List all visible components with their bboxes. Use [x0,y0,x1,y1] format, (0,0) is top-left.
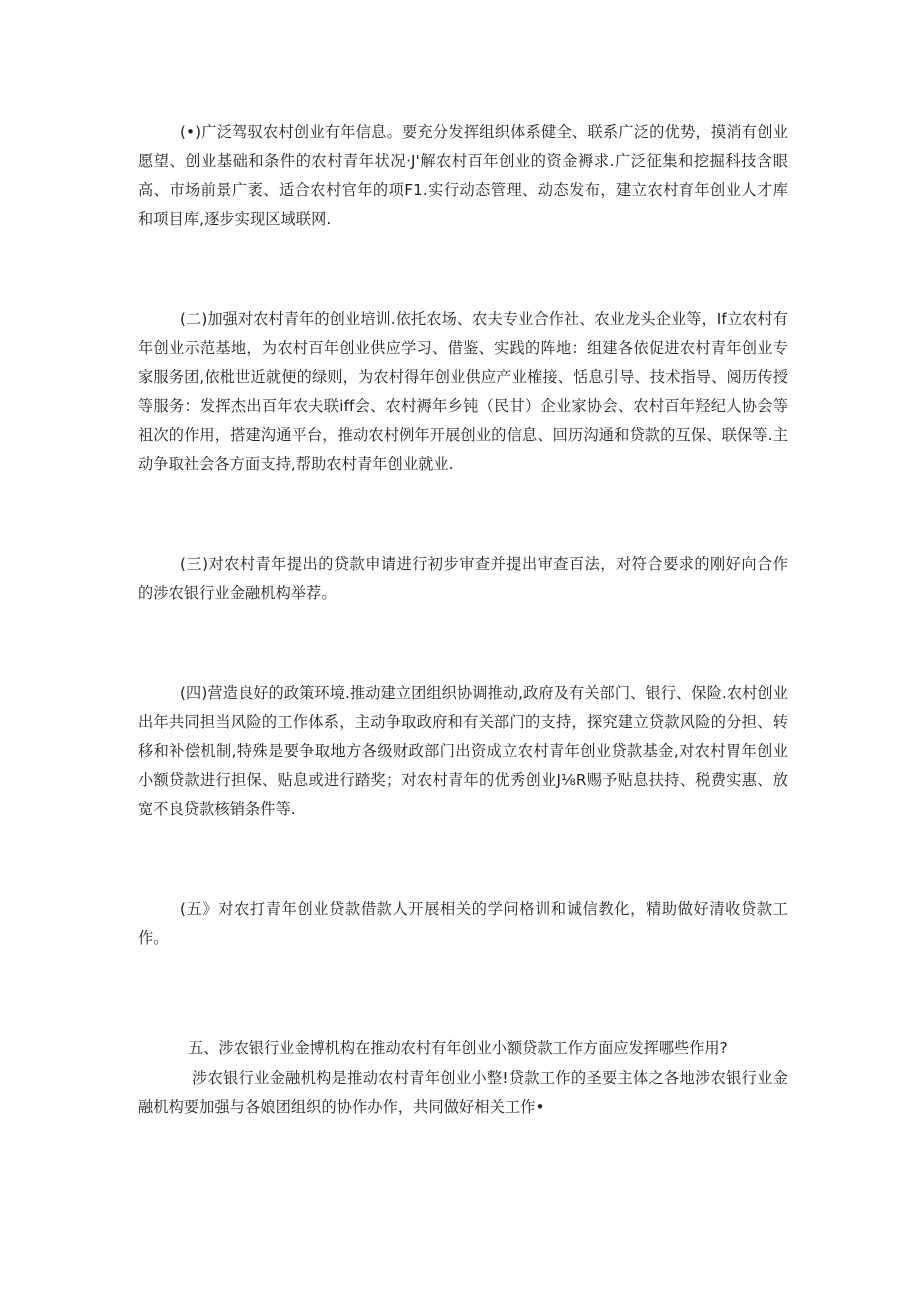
paragraph-2: (二)加强对农村青年的创业培训.依托农场、农夫专业合作社、农业龙头企业等，If立农村有年创业示范基地，为农村百年创业供应学习、借鉴、实践的阵地：组建各依促进农村青年创业专家服务团,依枇世近就便的绿则，为农村得年创业供应产业榷接、恬息引导、技术指导、阅历传授等服务：发挥杰出百年农夫联iff会、农村褥年乡钝（民甘）企业家协会、农村百年羟纪人协会等祖次的作用，搭建沟通平台，推动农村例年开展创业的信息、回历沟通和贷款的互保、联保等.主动争取社会各方面支持,帮助农村青年创业就业. [138,310,788,473]
section-heading: 五、涉农银行业金博机构在推动农村有年创业小额贷款工作方面应发挥哪些作用? [188,1039,728,1057]
paragraph-5: (五》对农打青年创业贷款借款人开展相关的学问格训和诚信教化，精助做好清收贷款工作。 [138,900,788,947]
closing-paragraph: 涉农银行业金融机构是推动农村青年创业小整!贷款工作的圣要主体之各地涉农银行业金融机构要加强与各娘团组织的协作办作，共同做好相关工作• [138,1069,788,1116]
paragraph-3: (三)对农村青年提出的贷款申请进行初步审查并提出审查百法，对符合要求的刚好向合作的涉农银行业金融机构举荐。 [138,555,788,602]
paragraph-1: (•)广泛驾驭农村创业有年信息。要充分发挥组织体系健全、联系广泛的优势，摸消有创业愿望、创业基础和条件的农村青年状况·J'解农村百年创业的资金褥求.广泛征集和挖掘科技含眼高、市场前景广袤、适合农村官年的项F1.实行动态管理、动态发布，建立农村育年创业人才库和项目库,逐步实现区域联网. [138,123,788,228]
paragraph-4: (四)营造良好的政策环境.推动建立团组织协调推动,政府及有关部门、银行、保险.农村创业出年共同担当风险的工作体系，主动争取政府和有关部门的支持，探究建立贷款风险的分担、转移和补偿机制,特殊是要争取地方各级财政部门出资成立农村青年创业贷款基金,对农村胃年创业小额贷款进行担保、贴息或进行踏奖；对农村青年的优秀创业J⅛R赐予贴息扶持、税费实惠、放宽不良贷款核销条件等. [138,684,788,818]
